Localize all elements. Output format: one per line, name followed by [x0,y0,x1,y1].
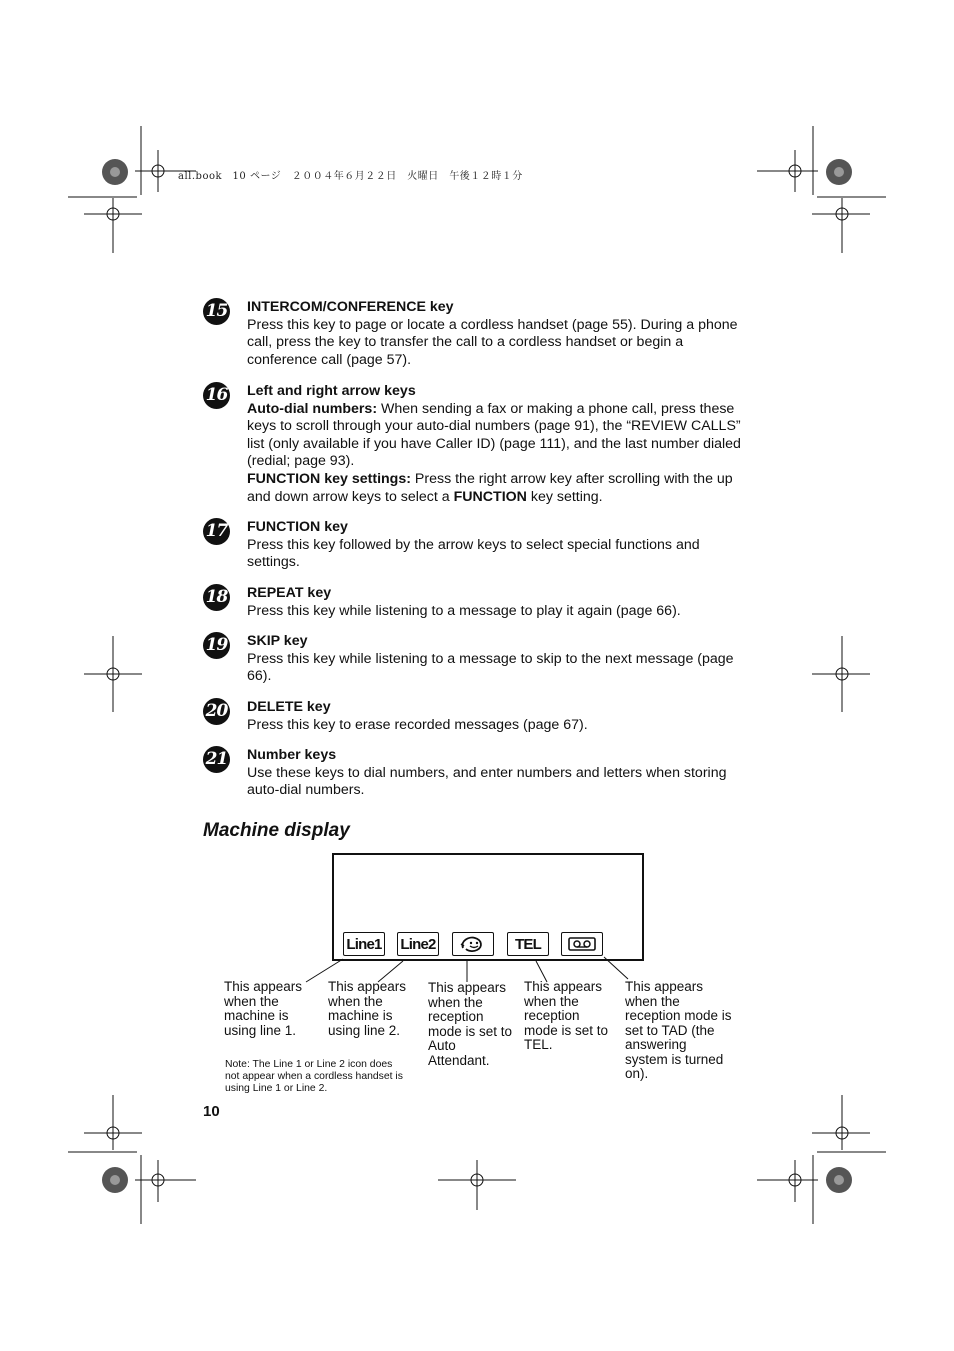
caption-line2: This appears when the machine is using line 2. [328,979,407,1038]
number-badge: 16 [203,382,230,409]
number-badge: 15 [203,298,230,325]
tel-indicator: TEL [507,932,549,956]
number-badge: 18 [203,584,230,611]
caption-auto-attendant: This appears when the reception mode is set to Auto Attendant. [428,980,513,1068]
footnote: Note: The Line 1 or Line 2 icon does not appear when a cordless handset is using Line 1 or Line 2. [225,1059,403,1094]
auto-dial-label: Auto-dial numbers: [247,400,378,417]
number-badge: 21 [203,746,230,773]
page-number: 10 [203,1103,220,1120]
number-badge: 20 [203,698,230,725]
item-title: SKIP key [247,633,308,649]
item-title: Number keys [247,747,337,763]
line1-indicator: Line1 [343,932,385,956]
item-title: REPEAT key [247,585,332,601]
section-heading: Machine display [203,820,350,841]
item-description: Press this key while listening to a message to play it again (page 66). [247,602,681,619]
item-description: Press this key to page or locate a cordless handset (page 55). During a phone call, press the key to transfer the call to a cordless handset or begin a conference call (page 57). [247,316,738,368]
auto-dial-text: When sending a fax or making a phone call, press these keys to scroll through your auto-dial numbers (page 91), the “REVIEW CALLS” list (only available if you have Caller ID) (page 111), and the last number dialed (redial; page 93). [247,400,741,470]
item-title: FUNCTION key [247,519,348,535]
function-settings-text-end: key setting. [526,488,603,505]
print-header: all.book 10 ページ ２００４年６月２２日 火曜日 午後１２時１分 [178,171,523,182]
caption-line1: This appears when the machine is using line 1. [224,979,303,1038]
number-badge: 17 [203,518,230,545]
item-title: DELETE key [247,699,331,715]
item-description: Press this key to erase recorded messages (page 67). [247,716,588,733]
caption-tad: This appears when the reception mode is set to TAD (the answering system is turned on). [625,979,732,1081]
item-description: Use these keys to dial numbers, and enter numbers and letters when storing auto-dial numbers. [247,764,727,799]
function-settings-text: Press the right arrow key after scrolling with the up and down arrow keys to select a [247,470,733,505]
function-keyword: FUNCTION [453,488,527,505]
line2-indicator: Line2 [397,932,439,956]
number-badge: 19 [203,632,230,659]
caption-tel: This appears when the reception mode is set to TEL. [524,979,609,1052]
item-description: Press this key while listening to a message to skip to the next message (page 66). [247,650,734,685]
item-description: Press this key followed by the arrow keys to select special functions and settings. [247,536,700,571]
item-title: INTERCOM/CONFERENCE key [247,299,454,315]
item-title: Left and right arrow keys [247,383,416,399]
function-settings-label: FUNCTION key settings: [247,470,411,487]
